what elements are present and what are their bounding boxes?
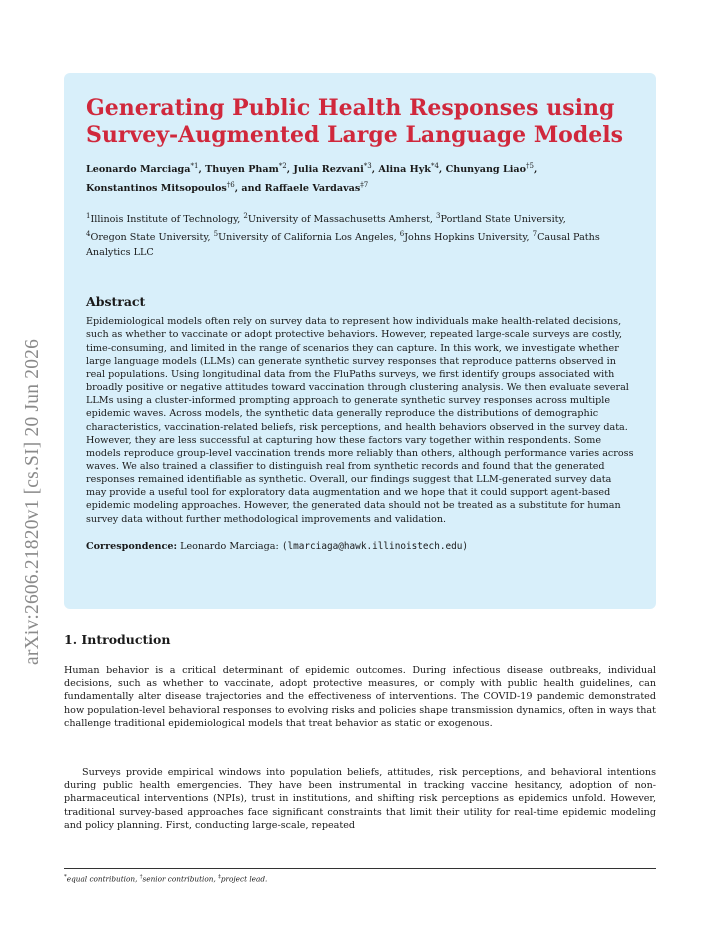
author: Alina Hyk$^{*4}$,: [378, 162, 446, 176]
affiliation: $^6$Johns Hopkins University,: [399, 230, 533, 244]
author: Thuyen Pham$^{*2}$,: [205, 162, 294, 176]
affiliation-list: [86, 208, 634, 260]
author: Konstantinos Mitsopoulos$^{\dagger 6}$, and: [86, 180, 265, 194]
body-paragraph: Human behavior is a critical determinant of epidemic outcomes. During infectious disease outbreaks, individual decisions, such as whether to vaccinate, adopt protective measures, or comply with public health guidelines, can fundamentally alter disease trajectories and the effectiveness of interventions. The COVID-19 pandemic demonstrated how population-level behavioral responses to evolving risks and policies shape transmission dynamics, often in ways that challenge traditional epidemiological models that treat behavior as static or exogenous.: [64, 665, 656, 729]
arxiv-stamp: arXiv:2606.21820v1 [cs.SI] 20 Jun 2026: [22, 338, 43, 665]
author: Chunyang Liao$^{\dagger 5}$,: [445, 162, 538, 176]
abstract-heading: Abstract: [86, 294, 146, 310]
author: Julia Rezvani$^{*3}$,: [293, 162, 379, 176]
affiliation: $^7$Causal Paths Analytics LLC: [86, 230, 600, 258]
author: Raffaele Vardavas$^{\ddagger 7}$: [264, 180, 369, 194]
affiliation: $^5$University of California Los Angeles,: [213, 230, 400, 244]
affiliation: $^3$Portland State University,: [436, 211, 566, 225]
affiliation: $^1$Illinois Institute of Technology,: [86, 211, 244, 225]
affiliation: $^4$Oregon State University,: [86, 230, 214, 244]
author: Leonardo Marciaga$^{*1}$,: [86, 162, 206, 176]
affiliation: $^2$University of Massachusetts Amherst,: [243, 211, 437, 225]
section-heading-introduction: 1. Introduction: [64, 632, 171, 647]
author-list: [86, 159, 634, 196]
paper-title: Generating Public Health Responses using Survey-Augmented Large Language Models: [86, 95, 623, 148]
correspondence-label: Correspondence:: [86, 540, 178, 552]
footnote: *equal contribution, †senior contribution, ‡project lead.: [64, 874, 268, 884]
correspondence-email[interactable]: (lmarciaga@hawk.illinoistech.edu): [281, 540, 469, 552]
title-abstract-box: [64, 73, 656, 609]
footnote-divider: [64, 868, 656, 869]
body-paragraph: Surveys provide empirical windows into population beliefs, attitudes, risk perceptions, and behavioral intentions during public health emergencies. They have been instrumental in tracking vaccine hesitancy, adoption of non-pharmaceutical interventions (NPIs), trust in institutions, and shifting risk perceptions as epidemics unfold. However, traditional survey-based approaches face significant constraints that limit their utility for real-time epidemic modeling and policy planning. First, conducting large-scale, repeated: [64, 767, 656, 831]
abstract-text: Epidemiological models often rely on survey data to represent how individuals make health-related decisions, such as whether to vaccinate or adopt protective behaviors. However, repeated large-scale surveys are costly, time-consuming, and limited in the range of scenarios they can capture. In this work, we investigate whether large language models (LLMs) can generate synthetic survey responses that reproduce patterns observed in real populations. Using longitudinal data from the FluPaths surveys, we first identify groups associated with broadly positive or negative attitudes toward vaccination through clustering analysis. We then evaluate several LLMs using a cluster-informed prompting approach to generate synthetic survey responses across multiple epidemic waves. Across models, the synthetic data generally reproduce the distributions of demographic characteristics, vaccination-related beliefs, risk perceptions, and health behaviors observed in the survey data. However, they are less successful at capturing how these factors vary together within respondents. Some models reproduce group-level vaccination trends more reliably than others, although performance varies across waves. We also trained a classifier to distinguish real from synthetic records and found that the generated responses remained identifiable as synthetic. Overall, our findings suggest that LLM-generated survey data may provide a useful tool for exploratory data augmentation and we hope that it could support agent-based epidemic modeling approaches. However, the generated data should not be treated as a substitute for human survey data without further methodological improvements and validation.: [86, 316, 634, 525]
correspondence: [86, 540, 634, 553]
correspondence-name: Leonardo Marciaga:: [180, 540, 279, 552]
